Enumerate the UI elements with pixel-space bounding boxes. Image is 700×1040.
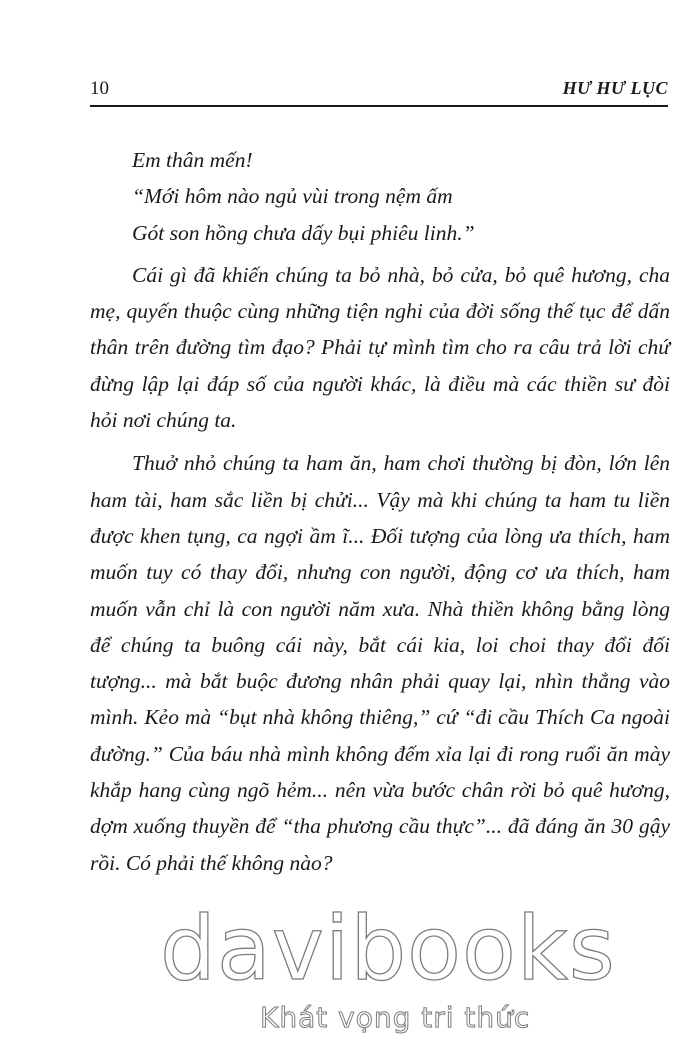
salutation: Em thân mến!	[132, 148, 253, 172]
verse-block	[90, 142, 670, 251]
page-body	[90, 142, 670, 881]
verse-line: Gót son hồng chưa dấy bụi phiêu linh.”	[132, 220, 475, 245]
running-title: HƯ HƯ LỤC	[562, 78, 668, 98]
watermark	[0, 897, 700, 1040]
paragraph: Thuở nhỏ chúng ta ham ăn, ham chơi thường bị đòn, lớn lên ham tài, ham sắc liền bị chửi... Vậy mà khi chúng ta ham tu liền được khen tụng, ca ngợi ầm ĩ... Đối tượng của lòng ưa thích, ham muốn tuy có thay đổi, nhưng con người, động cơ ưa thích, ham muốn vẫn chỉ là con người năm xưa. Nhà thiền không bằng lòng để chúng ta buông cái này, bắt cái kia, loi choi thay đổi đối tượng... mà bắt buộc đương nhân phải quay lại, nhìn thẳng vào mình. Kẻo mà “bụt nhà không thiêng,” cứ “đi cầu Thích Ca ngoài đường.” Của báu nhà mình không đếm xỉa lại đi rong ruổi ăn mày khắp hang cùng ngõ hẻm... nên vừa bước chân rời bỏ quê hương, dợm xuống thuyền để “tha phương cầu thực”... đã đáng ăn 30 gậy rồi. Có phải thế không nào?	[90, 451, 670, 875]
paragraph: Cái gì đã khiến chúng ta bỏ nhà, bỏ cửa, bỏ quê hương, cha mẹ, quyến thuộc cùng những tiện nghi của đời sống thế tục để dấn thân trên đường tìm đạo? Phải tự mình tìm cho ra câu trả lời chứ đừng lập lại đáp số của người khác, là điều mà các thiền sư đòi hỏi nơi chúng ta.	[90, 262, 670, 433]
watermark-logo: davibooks	[160, 897, 616, 1000]
verse-line: “Mới hôm nào ngủ vùi trong nệm ấm	[132, 184, 453, 209]
page-number: 10	[90, 78, 109, 99]
watermark-tagline: Khát vọng tri thức	[260, 1001, 531, 1034]
page-header	[90, 78, 668, 108]
header-rule	[90, 105, 668, 107]
